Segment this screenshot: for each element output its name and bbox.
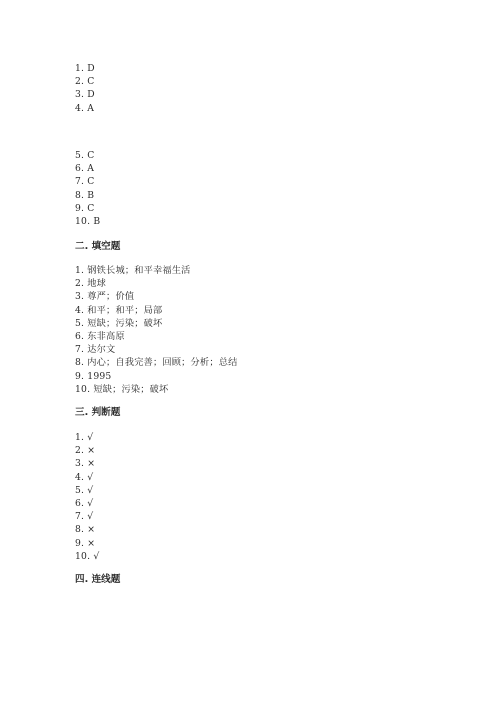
judge-answer: 9. × bbox=[75, 537, 96, 549]
fill-answer: 9. 1995 bbox=[75, 370, 112, 382]
fill-answer: 6. 东非高原 bbox=[75, 330, 125, 342]
judge-answer: 10. √ bbox=[75, 550, 100, 562]
choice-answers-list-2 bbox=[75, 149, 100, 228]
choice-answer: 4. A bbox=[75, 102, 95, 114]
judge-answers-list bbox=[75, 431, 99, 563]
choice-answer: 5. C bbox=[75, 150, 95, 161]
fill-answer: 2. 地球 bbox=[75, 278, 107, 290]
choice-answer: 2. C bbox=[75, 76, 95, 88]
judge-answer: 1. √ bbox=[75, 432, 94, 443]
judge-answer: 3. × bbox=[75, 458, 96, 470]
judge-answer: 4. √ bbox=[75, 471, 94, 483]
judge-section-heading: 三. 判断题 bbox=[75, 407, 121, 418]
judge-answer: 2. × bbox=[75, 445, 96, 457]
fill-answer: 8. 内心；自我完善；回顾；分析；总结 bbox=[75, 357, 238, 369]
fill-answer: 3. 尊严；价值 bbox=[75, 291, 135, 303]
choice-answer: 3. D bbox=[75, 89, 95, 101]
fill-answers-list bbox=[75, 264, 238, 396]
choice-answer: 9. C bbox=[75, 202, 95, 214]
fill-answer: 7. 达尔文 bbox=[75, 344, 116, 356]
judge-answer: 7. √ bbox=[75, 511, 94, 523]
fill-answer: 4. 和平；和平；局部 bbox=[75, 304, 163, 316]
choice-answer: 10. B bbox=[75, 215, 101, 227]
fill-answer: 5. 短缺；污染；破坏 bbox=[75, 317, 163, 329]
choice-answer: 8. B bbox=[75, 189, 95, 201]
choice-answer: 1. D bbox=[75, 63, 95, 74]
fill-answer: 10. 短缺；污染；破坏 bbox=[75, 383, 169, 395]
match-section-heading: 四. 连线题 bbox=[75, 574, 121, 585]
fill-answer: 1. 钢铁长城；和平幸福生活 bbox=[75, 265, 191, 276]
judge-answer: 5. √ bbox=[75, 484, 94, 496]
fill-section-heading: 二. 填空题 bbox=[75, 241, 121, 252]
judge-answer: 6. √ bbox=[75, 497, 94, 509]
choice-answer: 6. A bbox=[75, 163, 95, 175]
judge-answer: 8. × bbox=[75, 524, 96, 536]
choice-answers-list-1 bbox=[75, 62, 95, 115]
choice-answer: 7. C bbox=[75, 176, 95, 188]
